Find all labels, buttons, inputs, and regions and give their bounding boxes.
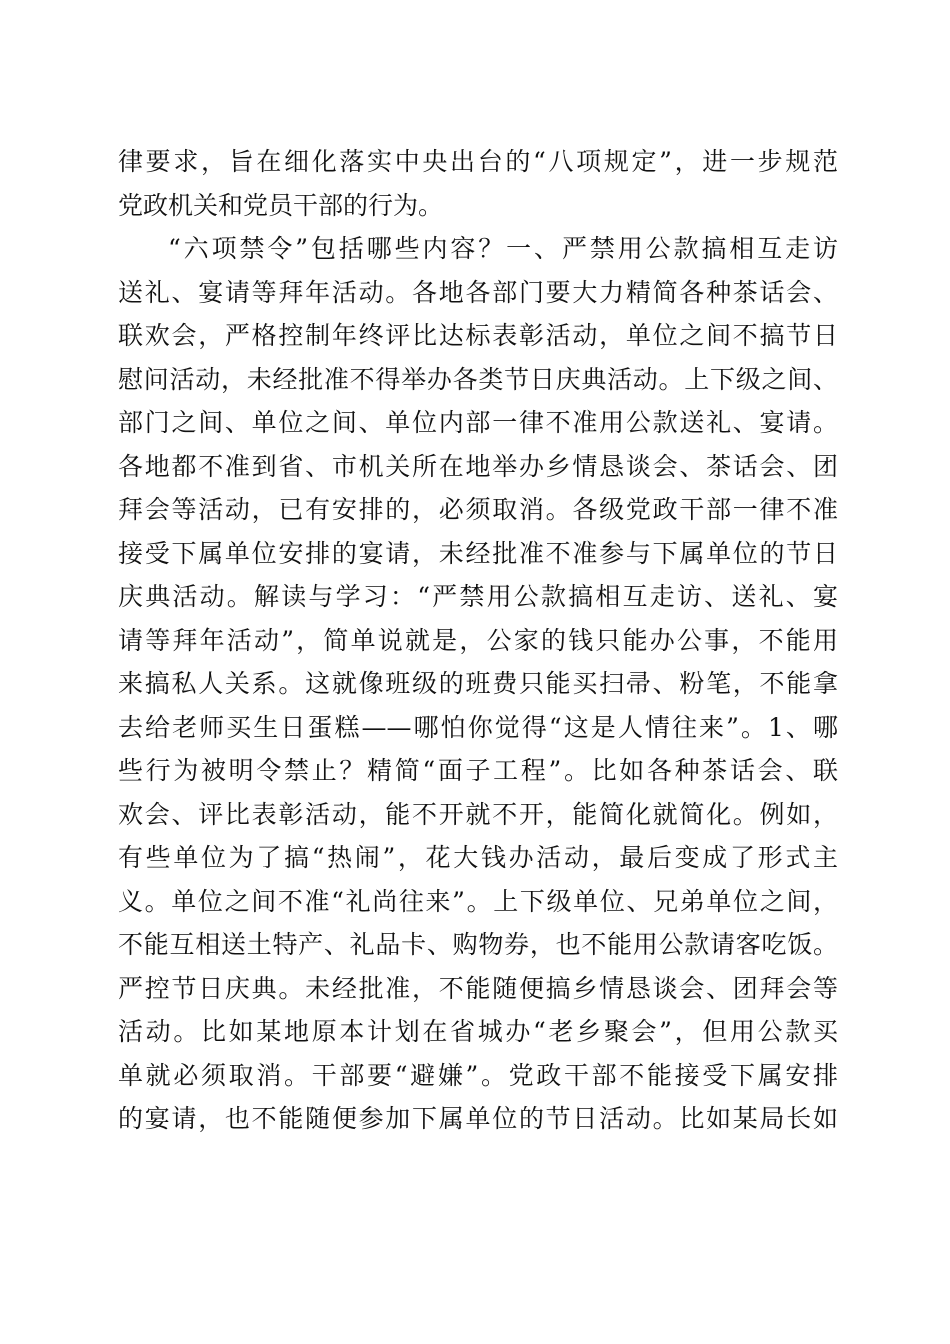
text-line: 庆典活动。解读与学习：“严禁用公款搞相互走访、送礼、宴 xyxy=(118,582,838,611)
text-line: 单就必须取消。干部要“避嫌”。党政干部不能接受下属安排 xyxy=(118,1060,838,1090)
text-line: 的宴请，也不能随便参加下属单位的节日活动。比如某局长如 xyxy=(118,1104,838,1133)
text-line: 欢会、评比表彰活动，能不开就不开，能简化就简化。例如， xyxy=(118,799,838,829)
text-line: 义。单位之间不准“礼尚往来”。上下级单位、兄弟单位之间， xyxy=(118,886,838,916)
text-line: 拜会等活动，已有安排的，必须取消。各级党政干部一律不准 xyxy=(118,495,838,524)
text-line: 不能互相送土特产、礼品卡、购物券，也不能用公款请客吃饭。 xyxy=(118,930,838,959)
text-line: 有些单位为了搞“热闹”，花大钱办活动，最后变成了形式主 xyxy=(118,843,838,872)
text-line: 去给老师买生日蛋糕——哪怕你觉得“这是人情往来”。1、哪 xyxy=(118,712,838,742)
text-line: 严控节日庆典。未经批准，不能随便搞乡情恳谈会、团拜会等 xyxy=(118,973,838,1003)
text-line: “六项禁令”包括哪些内容？一、严禁用公款搞相互走访 xyxy=(168,234,838,263)
text-line: 活动。比如某地原本计划在省城办“老乡聚会”，但用公款买 xyxy=(118,1017,838,1046)
text-line: 请等拜年活动”，简单说就是，公家的钱只能办公事，不能用 xyxy=(118,625,838,655)
text-line: 接受下属单位安排的宴请，未经批准不准参与下属单位的节日 xyxy=(118,538,838,568)
text-line: 联欢会，严格控制年终评比达标表彰活动，单位之间不搞节日 xyxy=(118,321,838,350)
text-line: 党政机关和党员干部的行为。 xyxy=(118,190,444,220)
text-line: 各地都不准到省、市机关所在地举办乡情恳谈会、茶话会、团 xyxy=(118,451,838,481)
text-line: 慰问活动，未经批准不得举办各类节日庆典活动。上下级之间、 xyxy=(118,364,838,394)
text-line: 送礼、宴请等拜年活动。各地各部门要大力精简各种茶话会、 xyxy=(118,277,838,307)
text-line: 来搞私人关系。这就像班级的班费只能买扫帚、粉笔，不能拿 xyxy=(118,669,838,698)
text-line: 律要求，旨在细化落实中央出台的“八项规定”，进一步规范 xyxy=(118,147,838,176)
text-line: 些行为被明令禁止？精简“面子工程”。比如各种茶话会、联 xyxy=(118,756,838,785)
text-line: 部门之间、单位之间、单位内部一律不准用公款送礼、宴请。 xyxy=(118,408,838,437)
body-text xyxy=(118,140,838,1141)
